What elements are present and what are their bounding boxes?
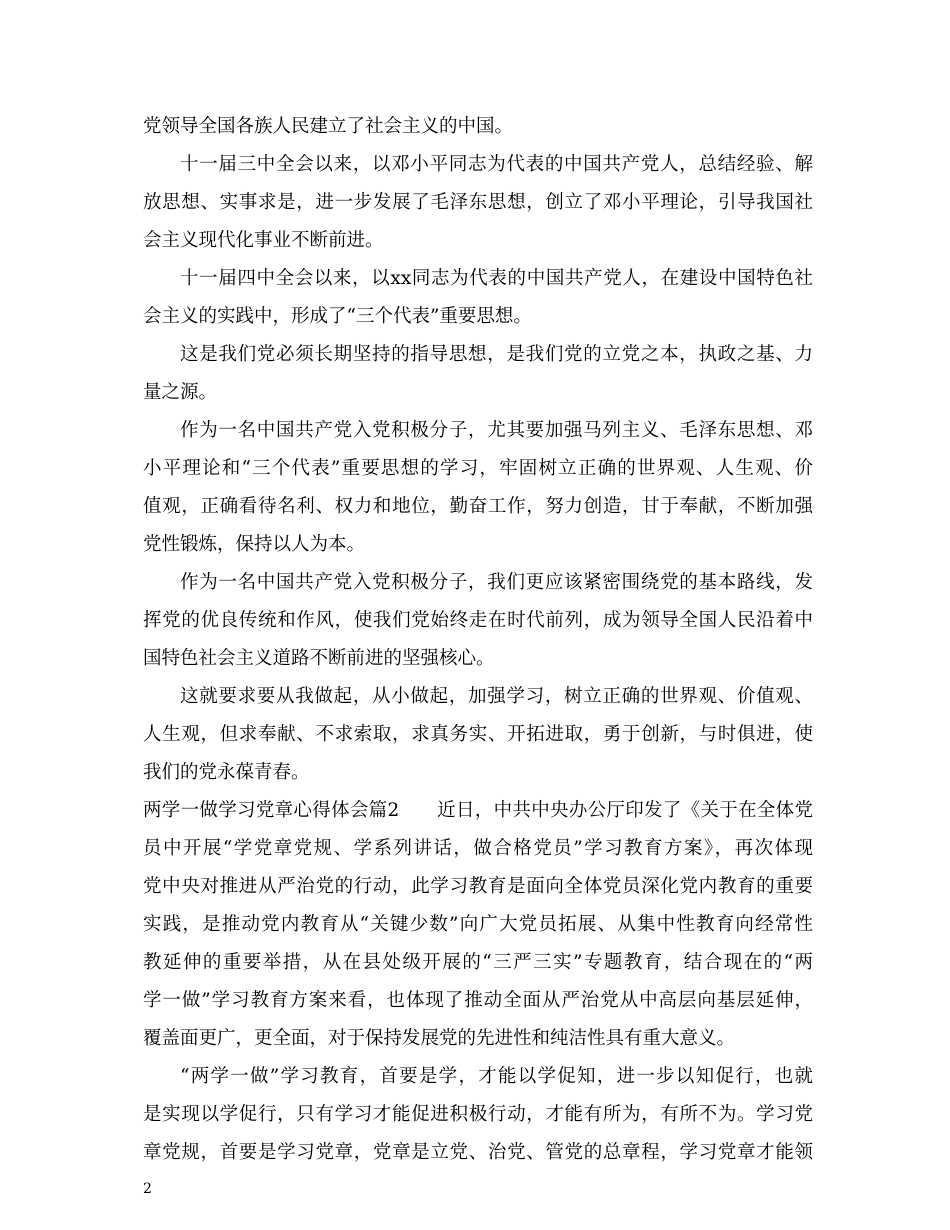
text-line: 是实现以学促行，只有学习才能促进积极行动，才能有所为，有所不为。学习党: [143, 1104, 813, 1125]
text-line: 量之源。: [143, 382, 218, 403]
text-line: 章党规，首要是学习党章，党章是立党、治党、管党的总章程，学习党章才能领: [143, 1142, 813, 1163]
text-line: 国特色社会主义道路不断前进的坚强核心。: [143, 648, 495, 669]
text-line: 十一届四中全会以来，以xx同志为代表的中国共产党人，在建设中国特色社: [180, 268, 813, 289]
text-line: 党领导全国各族人民建立了社会主义的中国。: [143, 116, 514, 137]
text-line: 实践，是推动党内教育从“关键少数”向广大党员拓展、从集中性教育向经常性: [143, 914, 813, 935]
text-line: 我们的党永葆青春。: [143, 762, 310, 783]
text-line: 党性锻炼，保持以人为本。: [143, 534, 366, 555]
text-line: 十一届三中全会以来，以邓小平同志为代表的中国共产党人，总结经验、解: [180, 154, 813, 175]
section-heading-line: 两学一做学习党章心得体会篇2 近日，中共中央办公厅印发了《关于在全体党: [143, 800, 813, 821]
text-line: 放思想、实事求是，进一步发展了毛泽东思想，创立了邓小平理论，引导我国社: [143, 192, 813, 213]
text-line: 人生观，但求奉献、不求索取，求真务实、开拓进取，勇于创新，与时俱进，使: [143, 724, 813, 745]
text-line: 这是我们党必须长期坚持的指导思想，是我们党的立党之本，执政之基、力: [180, 344, 813, 365]
text-line: 作为一名中国共产党入党积极分子，尤其要加强马列主义、毛泽东思想、邓: [180, 420, 813, 441]
text-line: 作为一名中国共产党入党积极分子，我们更应该紧密围绕党的基本路线，发: [180, 572, 813, 593]
text-line: 学一做”学习教育方案来看，也体现了推动全面从严治党从中高层向基层延伸，: [143, 990, 813, 1011]
text-line: 小平理论和“三个代表”重要思想的学习，牢固树立正确的世界观、人生观、价: [143, 458, 813, 479]
text-line: 挥党的优良传统和作风，使我们党始终走在时代前列，成为领导全国人民沿着中: [143, 610, 813, 631]
text-line: 员中开展“学党章党规、学系列讲话，做合格党员”学习教育方案》，再次体现: [143, 838, 813, 859]
text-line: 覆盖面更广，更全面，对于保持发展党的先进性和纯洁性具有重大意义。: [143, 1028, 736, 1049]
text-line: 党中央对推进从严治党的行动，此学习教育是面向全体党员深化党内教育的重要: [143, 876, 813, 897]
text-line: 会主义现代化事业不断前进。: [143, 230, 384, 251]
text-line: 教延伸的重要举措，从在县处级开展的“三严三实”专题教育，结合现在的“两: [143, 952, 813, 973]
text-line: “两学一做”学习教育，首要是学，才能以学促知，进一步以知促行，也就: [180, 1066, 813, 1087]
page-number: 2: [143, 1181, 152, 1197]
text-line: 值观，正确看待名利、权力和地位，勤奋工作，努力创造，甘于奉献，不断加强: [143, 496, 813, 517]
text-line: 会主义的实践中，形成了“三个代表”重要思想。: [143, 306, 532, 327]
text-line: 这就要求要从我做起，从小做起，加强学习，树立正确的世界观、价值观、: [180, 686, 813, 707]
